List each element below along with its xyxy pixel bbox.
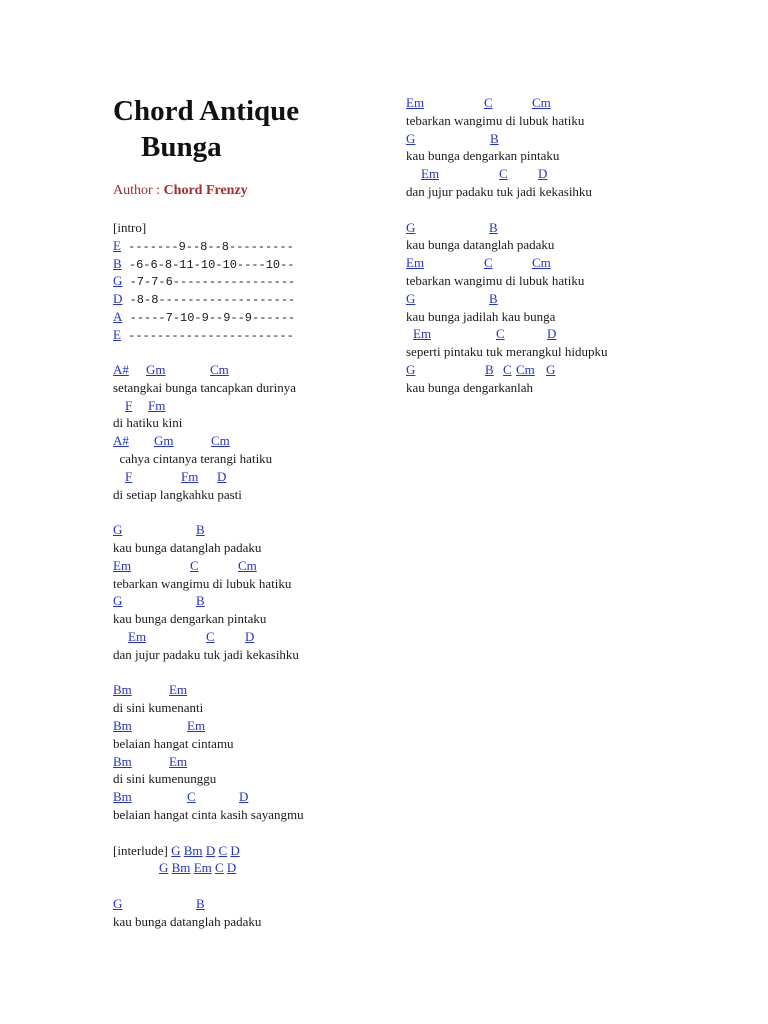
chord-link[interactable]: D <box>217 468 227 484</box>
chord-link[interactable]: D <box>547 326 557 342</box>
chord-line <box>113 753 388 771</box>
chord-link[interactable]: C <box>187 789 196 805</box>
tab-notes: -8-8------------------- <box>122 293 296 308</box>
chord-link[interactable]: Gm <box>154 433 174 449</box>
lyric-line: kau bunga dengarkan pintaku <box>406 148 560 164</box>
lyric-line: tebarkan wangimu di lubuk hatiku <box>406 112 585 128</box>
chord-link[interactable]: G <box>406 219 416 235</box>
chord-link[interactable]: Em <box>406 95 425 110</box>
chord-link[interactable]: Bm <box>183 842 203 858</box>
tab-notes: -7-7-6----------------- <box>122 275 296 290</box>
intro-section <box>113 219 295 344</box>
chord-link[interactable]: D <box>538 166 548 182</box>
chord-link[interactable]: Em <box>193 860 212 876</box>
lyric-line: di sini kumenanti <box>113 700 204 716</box>
lyric-line: kau bunga dengarkanlah <box>406 379 534 395</box>
lyric-line: seperti pintaku tuk merangkul hidupku <box>406 344 608 360</box>
chord-link[interactable]: C <box>484 95 493 110</box>
tab-string-link[interactable]: G <box>113 273 123 289</box>
chord-link[interactable]: Em <box>128 628 147 644</box>
chord-link[interactable]: Cm <box>516 361 535 377</box>
chord-link[interactable]: G <box>406 361 416 377</box>
interlude-line <box>113 842 388 860</box>
lyric-line: belaian hangat cinta kasih sayangmu <box>113 806 304 822</box>
chord-link[interactable]: B <box>196 895 205 911</box>
chord-link[interactable]: Em <box>169 753 188 769</box>
chord-line <box>113 717 388 735</box>
chord-link[interactable]: D <box>239 789 249 805</box>
author-line <box>113 182 248 200</box>
chord-link[interactable]: D <box>245 628 255 644</box>
song-title-line-1: Chord Antique <box>113 95 300 127</box>
lyric-line: dan jujur padaku tuk jadi kekasihku <box>113 646 299 662</box>
chord-line <box>113 397 388 415</box>
chord-line <box>406 254 746 272</box>
chord-link[interactable]: G <box>406 290 416 306</box>
chord-link[interactable]: C <box>484 255 493 271</box>
lyric-line: kau bunga datanglah padaku <box>406 237 555 253</box>
author-label: Author : <box>113 183 164 198</box>
lyrics-column-right <box>406 94 746 397</box>
tab-string-link[interactable]: E <box>113 326 121 342</box>
chord-link[interactable]: C <box>499 166 508 182</box>
chord-line <box>113 361 388 379</box>
tab-string-link[interactable]: B <box>113 255 122 271</box>
lyric-line: setangkai bunga tancapkan durinya <box>113 379 297 395</box>
blank-line <box>113 503 388 521</box>
chord-link[interactable]: Bm <box>171 860 191 876</box>
tab-line <box>113 237 295 255</box>
chord-link[interactable]: B <box>489 219 498 235</box>
lyric-line: di hatiku kini <box>113 415 183 431</box>
tab-string-link[interactable]: D <box>113 291 123 307</box>
chord-link[interactable]: Bm <box>113 717 132 733</box>
author-name: Chord Frenzy <box>163 183 248 198</box>
chord-link[interactable]: B <box>196 593 205 609</box>
chord-link[interactable]: C <box>496 326 505 342</box>
chord-line <box>113 432 388 450</box>
chord-link[interactable]: Cm <box>211 433 230 449</box>
chord-link[interactable]: B <box>489 290 498 306</box>
chord-link[interactable]: Bm <box>113 682 132 698</box>
blank-line <box>113 664 388 682</box>
chord-link[interactable]: D <box>205 842 216 858</box>
chord-line <box>406 94 746 112</box>
chord-link[interactable]: D <box>230 842 240 858</box>
tab-line <box>113 255 295 273</box>
lyric-line: kau bunga datanglah padaku <box>113 913 262 929</box>
chord-link[interactable]: C <box>190 557 199 573</box>
chord-link[interactable]: Fm <box>148 397 166 413</box>
tab-line <box>113 290 295 308</box>
chord-link[interactable]: Cm <box>210 362 229 377</box>
blank-line <box>113 877 388 895</box>
guitar-tab <box>113 237 295 344</box>
lyric-line: kau bunga dengarkan pintaku <box>113 611 267 627</box>
chord-link[interactable]: G <box>159 860 169 876</box>
chord-link[interactable]: F <box>125 397 133 413</box>
chord-link[interactable]: Em <box>113 557 132 573</box>
chord-link[interactable]: B <box>196 522 205 538</box>
chord-link[interactable]: D <box>226 860 237 876</box>
chord-link[interactable]: Cm <box>532 255 551 271</box>
chord-link[interactable]: G <box>113 593 123 609</box>
chord-link[interactable]: Em <box>169 682 188 698</box>
chord-link[interactable]: Fm <box>181 468 199 484</box>
tab-line <box>113 272 295 290</box>
lyric-line: tebarkan wangimu di lubuk hatiku <box>113 575 292 591</box>
chord-link[interactable]: G <box>113 895 123 911</box>
lyrics-column-left <box>113 361 388 931</box>
tab-string-link[interactable]: E <box>113 237 121 253</box>
interlude-label: [interlude] <box>113 842 172 858</box>
lyric-line: kau bunga datanglah padaku <box>113 539 262 555</box>
interlude-line <box>113 859 388 877</box>
chord-line <box>113 788 388 806</box>
chord-link[interactable]: Cm <box>238 557 257 573</box>
chord-line <box>406 290 746 308</box>
chord-link[interactable]: Cm <box>532 95 551 110</box>
chord-line <box>113 521 388 539</box>
lyric-line: kau bunga jadilah kau bunga <box>406 308 556 324</box>
chord-line <box>406 130 746 148</box>
chord-link[interactable]: Em <box>413 326 432 342</box>
chord-line <box>113 628 388 646</box>
chord-line <box>113 681 388 699</box>
tab-notes: ----------------------- <box>120 328 294 343</box>
chord-link[interactable]: Bm <box>113 789 132 805</box>
chord-line <box>406 325 746 343</box>
chord-line <box>113 557 388 575</box>
lyric-line: tebarkan wangimu di lubuk hatiku <box>406 272 585 288</box>
chord-link[interactable]: C <box>218 842 228 858</box>
chord-link[interactable]: G <box>406 130 416 146</box>
chord-line <box>406 361 746 379</box>
chord-link[interactable]: C <box>206 628 215 644</box>
chord-link[interactable]: G <box>113 522 123 538</box>
song-title-line-2: Bunga <box>141 131 222 163</box>
chord-link[interactable]: B <box>485 361 494 377</box>
lyric-line: dan jujur padaku tuk jadi kekasihku <box>406 183 592 199</box>
chord-link[interactable]: B <box>490 130 499 146</box>
tab-string-link[interactable]: A <box>113 308 123 324</box>
intro-label: [intro] <box>113 220 147 235</box>
lyric-line: cahya cintanya terangi hatiku <box>113 450 273 466</box>
lyric-line: di setiap langkahku pasti <box>113 486 242 502</box>
blank-line <box>113 824 388 842</box>
tab-notes: -------9--8--8--------- <box>120 239 294 254</box>
chord-link[interactable]: F <box>125 468 133 484</box>
chord-line <box>406 165 746 183</box>
song-title <box>113 93 299 165</box>
chord-link[interactable]: G <box>171 842 181 858</box>
tab-line <box>113 326 295 344</box>
tab-notes: -6-6-8-11-10-10----10-- <box>121 257 295 272</box>
chord-link[interactable]: A# <box>113 433 129 449</box>
chord-link[interactable]: Bm <box>113 753 132 769</box>
lyric-line: di sini kumenunggu <box>113 771 217 787</box>
chord-link[interactable]: Gm <box>146 362 166 377</box>
chord-link[interactable]: C <box>503 361 512 377</box>
chord-link[interactable]: A# <box>113 362 129 377</box>
chord-link[interactable]: C <box>215 860 224 876</box>
tab-notes: -----7-10-9--9--9------ <box>122 310 296 325</box>
lyric-line: belaian hangat cintamu <box>113 735 234 751</box>
chord-line <box>113 895 388 913</box>
chord-line <box>113 592 388 610</box>
chord-link[interactable]: Em <box>421 166 440 182</box>
chord-line <box>406 219 746 237</box>
blank-line <box>406 201 746 219</box>
tab-line <box>113 308 295 326</box>
chord-link[interactable]: G <box>546 361 556 377</box>
chord-link[interactable]: Em <box>406 255 425 271</box>
chord-link[interactable]: Em <box>187 717 206 733</box>
chord-line <box>113 468 388 486</box>
